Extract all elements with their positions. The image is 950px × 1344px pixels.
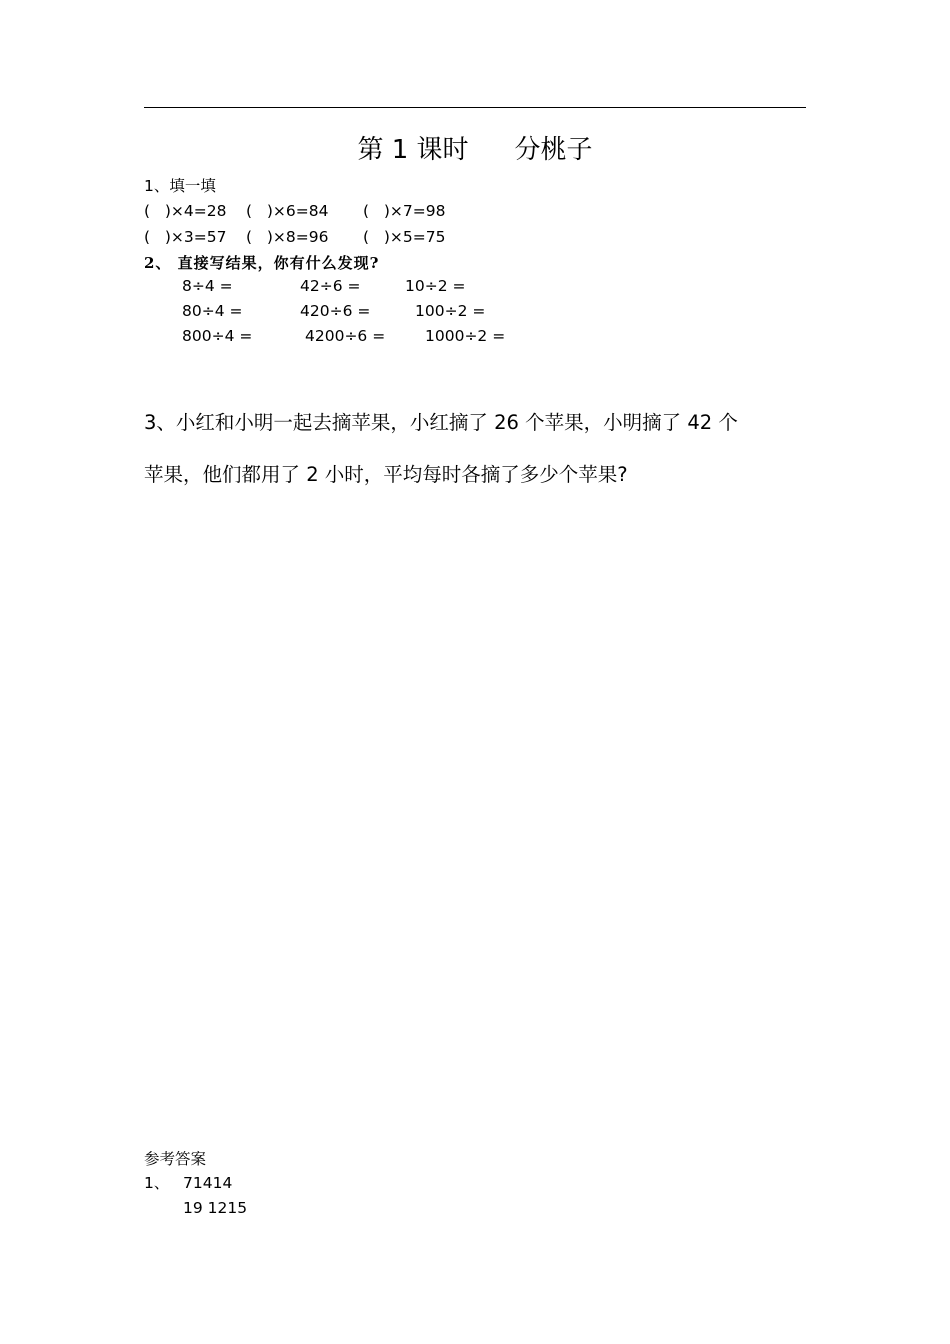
q2-item: 10÷2 =: [405, 277, 466, 295]
q1-item: ( )×7=98: [363, 202, 446, 220]
q2-item: 420÷6 =: [300, 302, 371, 320]
answers-heading: 参考答案: [144, 1150, 207, 1168]
page-title: [144, 130, 806, 170]
q2-heading: 2、 直接写结果，你有什么发现?: [144, 254, 380, 272]
answer-line-2: 19 1215: [183, 1199, 248, 1217]
q1-item: ( )×8=96: [246, 228, 329, 246]
q2-item: 42÷6 =: [300, 277, 361, 295]
q1-heading: 1、填一填: [144, 177, 216, 195]
q3-line-2: 苹果，他们都用了 2 小时，平均每时各摘了多少个苹果?: [144, 463, 628, 486]
lesson-topic: 分桃子: [514, 135, 593, 165]
q2-item: 100÷2 =: [415, 302, 486, 320]
q1-item: ( )×5=75: [363, 228, 446, 246]
answer-line-1: 71414: [183, 1174, 233, 1192]
q1-item: ( )×6=84: [246, 202, 329, 220]
q2-item: 1000÷2 =: [425, 327, 506, 345]
q2-item: 8÷4 =: [182, 277, 233, 295]
q3-line-1: 3、小红和小明一起去摘苹果，小红摘了 26 个苹果，小明摘了 42 个: [144, 411, 738, 434]
q1-item: ( )×3=57: [144, 228, 227, 246]
q2-item: 800÷4 =: [182, 327, 253, 345]
q2-item: 4200÷6 =: [305, 327, 386, 345]
answer-number: 1、: [144, 1174, 170, 1192]
q1-item: ( )×4=28: [144, 202, 227, 220]
lesson-number: 第 1 课时: [357, 135, 469, 165]
q2-item: 80÷4 =: [182, 302, 243, 320]
header-rule: [144, 107, 806, 108]
